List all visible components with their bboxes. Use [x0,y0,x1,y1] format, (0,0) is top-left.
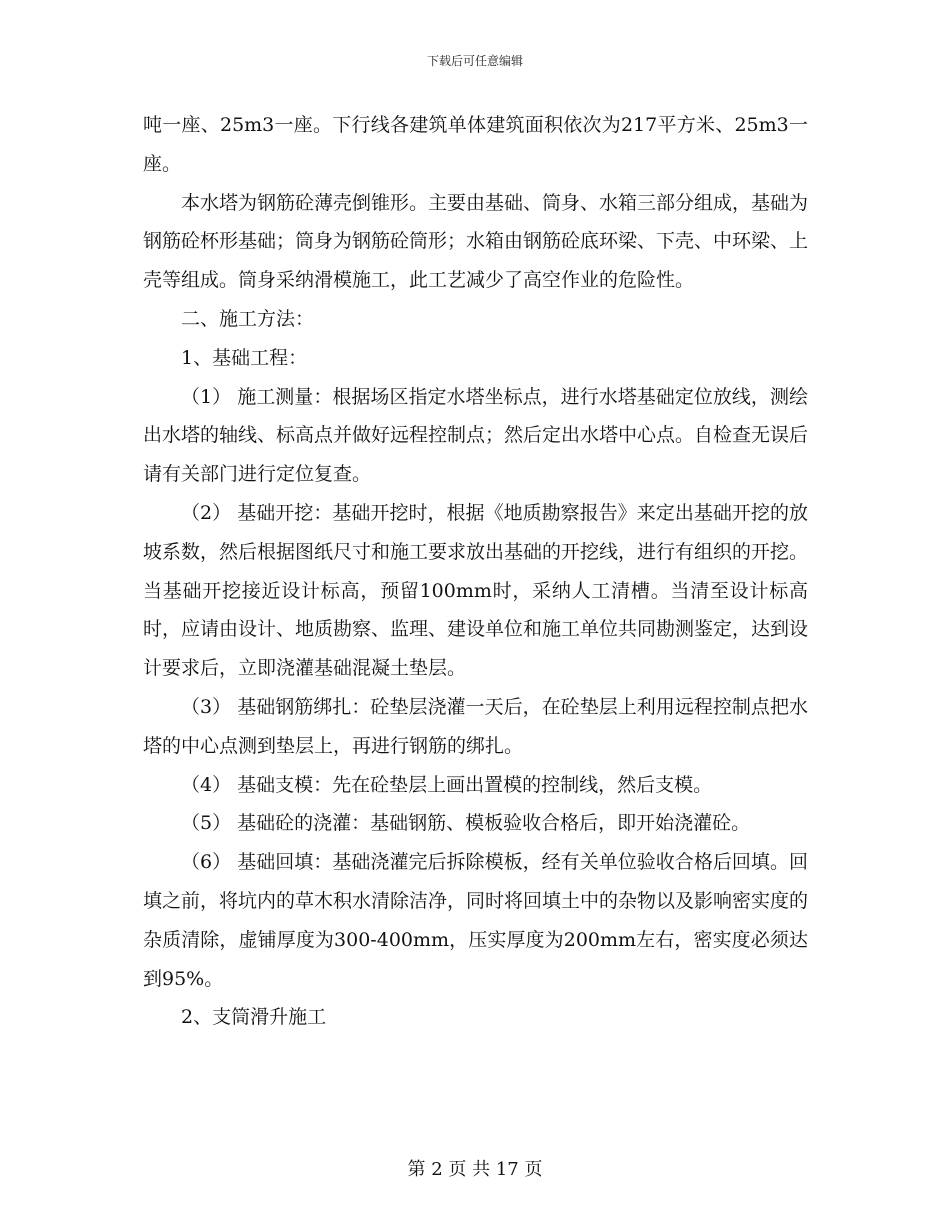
paragraph: （5） 基础砼的浇灌：基础钢筋、模板验收合格后，即开始浇灌砼。 [181,812,751,835]
paragraph: （1） 施工测量：根据场区指定水塔坐标点，进行水塔基础定位放线，测绘出水塔的轴线、标高点并做好远程控制点；然后定出水塔中心点。自检查无误后请有关部门进行定位复查。 [143,385,809,486]
page-header: 下载后可任意编辑 [426,54,523,68]
document-body [143,106,808,1037]
paragraph: （2） 基础开挖：基础开挖时，根据《地质勘察报告》来定出基础开挖的放坡系数，然后根据图纸尺寸和施工要求放出基础的开挖线，进行有组织的开挖。当基础开挖接近设计标高，预留100mm时，采纳人工清槽。当清至设计标高时，应请由设计、地质勘察、监理、建设单位和施工单位共同勘测鉴定，达到设计要求后，立即浇灌基础混凝土垫层。 [143,501,809,680]
paragraph: 吨一座、25m3一座。下行线各建筑单体建筑面积依次为217平方米、25m3一座。 [143,114,808,175]
page-footer: 第 2 页 共 17 页 [407,1159,543,1180]
section-heading: 二、施工方法： [181,307,315,330]
paragraph: （3） 基础钢筋绑扎：砼垫层浇灌一天后，在砼垫层上利用远程控制点把水塔的中心点测到垫层上，再进行钢筋的绑扎。 [143,695,808,757]
paragraph: 本水塔为钢筋砼薄壳倒锥形。主要由基础、筒身、水箱三部分组成，基础为钢筋砼杯形基础；筒身为钢筋砼筒形；水箱由钢筋砼底环梁、下壳、中环梁、上壳等组成。筒身采纳滑模施工，此工艺减少了高空作业的危险性。 [143,191,809,292]
paragraph: （6） 基础回填：基础浇灌完后拆除模板，经有关单位验收合格后回填。回填之前，将坑内的草木积水清除洁净，同时将回填土中的杂物以及影响密实度的杂质清除，虚铺厚度为300-400mm，压实厚度为200mm左右，密实度必须达到95%。 [143,851,809,990]
subsection-heading: 2、支筒滑升施工 [181,1006,327,1029]
paragraph: （4） 基础支模：先在砼垫层上画出置模的控制线，然后支模。 [181,773,713,796]
subsection-heading: 1、基础工程： [181,346,308,369]
